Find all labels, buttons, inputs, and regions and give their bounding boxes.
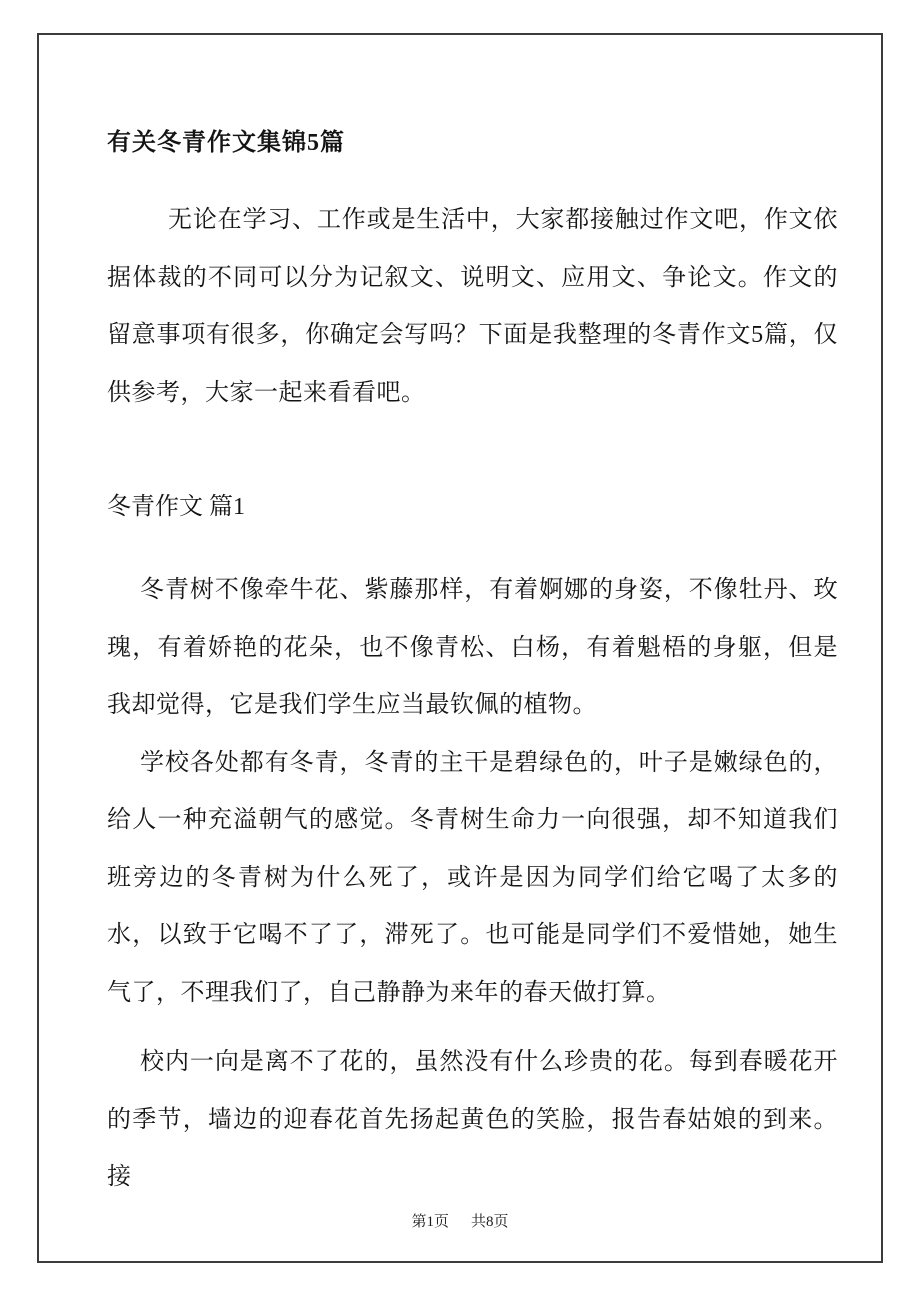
body-paragraph: 学校各处都有冬青，冬青的主干是碧绿色的，叶子是嫩绿色的，给人一种充溢朝气的感觉。冬青树生命力一向很强，却不知道我们班旁边的冬青树为什么死了，或许是因为同学们给它喝了太多的水，以致于它喝不了了，滞死了。也可能是同学们不爱惜她，她生气了，不理我们了，自己静静为来年的春天做打算。	[107, 749, 838, 1006]
total-pages-label: 共8页	[471, 1214, 509, 1230]
body-paragraph: 校内一向是离不了花的，虽然没有什么珍贵的花。每到春暖花开的季节，墙边的迎春花首先扬起黄色的笑脸，报告春姑娘的到来。接	[107, 1049, 838, 1190]
intro-paragraph: 无论在学习、工作或是生活中，大家都接触过作文吧，作文依据体裁的不同可以分为记叙文、说明文、应用文、争论文。作文的留意事项有很多，你确定会写吗？下面是我整理的冬青作文5篇，仅供参考，大家一起来看看吧。	[107, 207, 838, 406]
section-heading: 冬青作文 篇1	[107, 494, 245, 520]
current-page-label: 第1页	[411, 1214, 449, 1230]
document-title: 有关冬青作文集锦5篇	[107, 130, 345, 156]
document-content	[39, 35, 881, 1207]
page-number-footer	[39, 1210, 881, 1231]
document-page	[37, 33, 883, 1263]
body-paragraph: 冬青树不像牵牛花、紫藤那样，有着婀娜的身姿，不像牡丹、玫瑰，有着娇艳的花朵，也不像青松、白杨，有着魁梧的身躯，但是我却觉得，它是我们学生应当最钦佩的植物。	[107, 577, 838, 718]
